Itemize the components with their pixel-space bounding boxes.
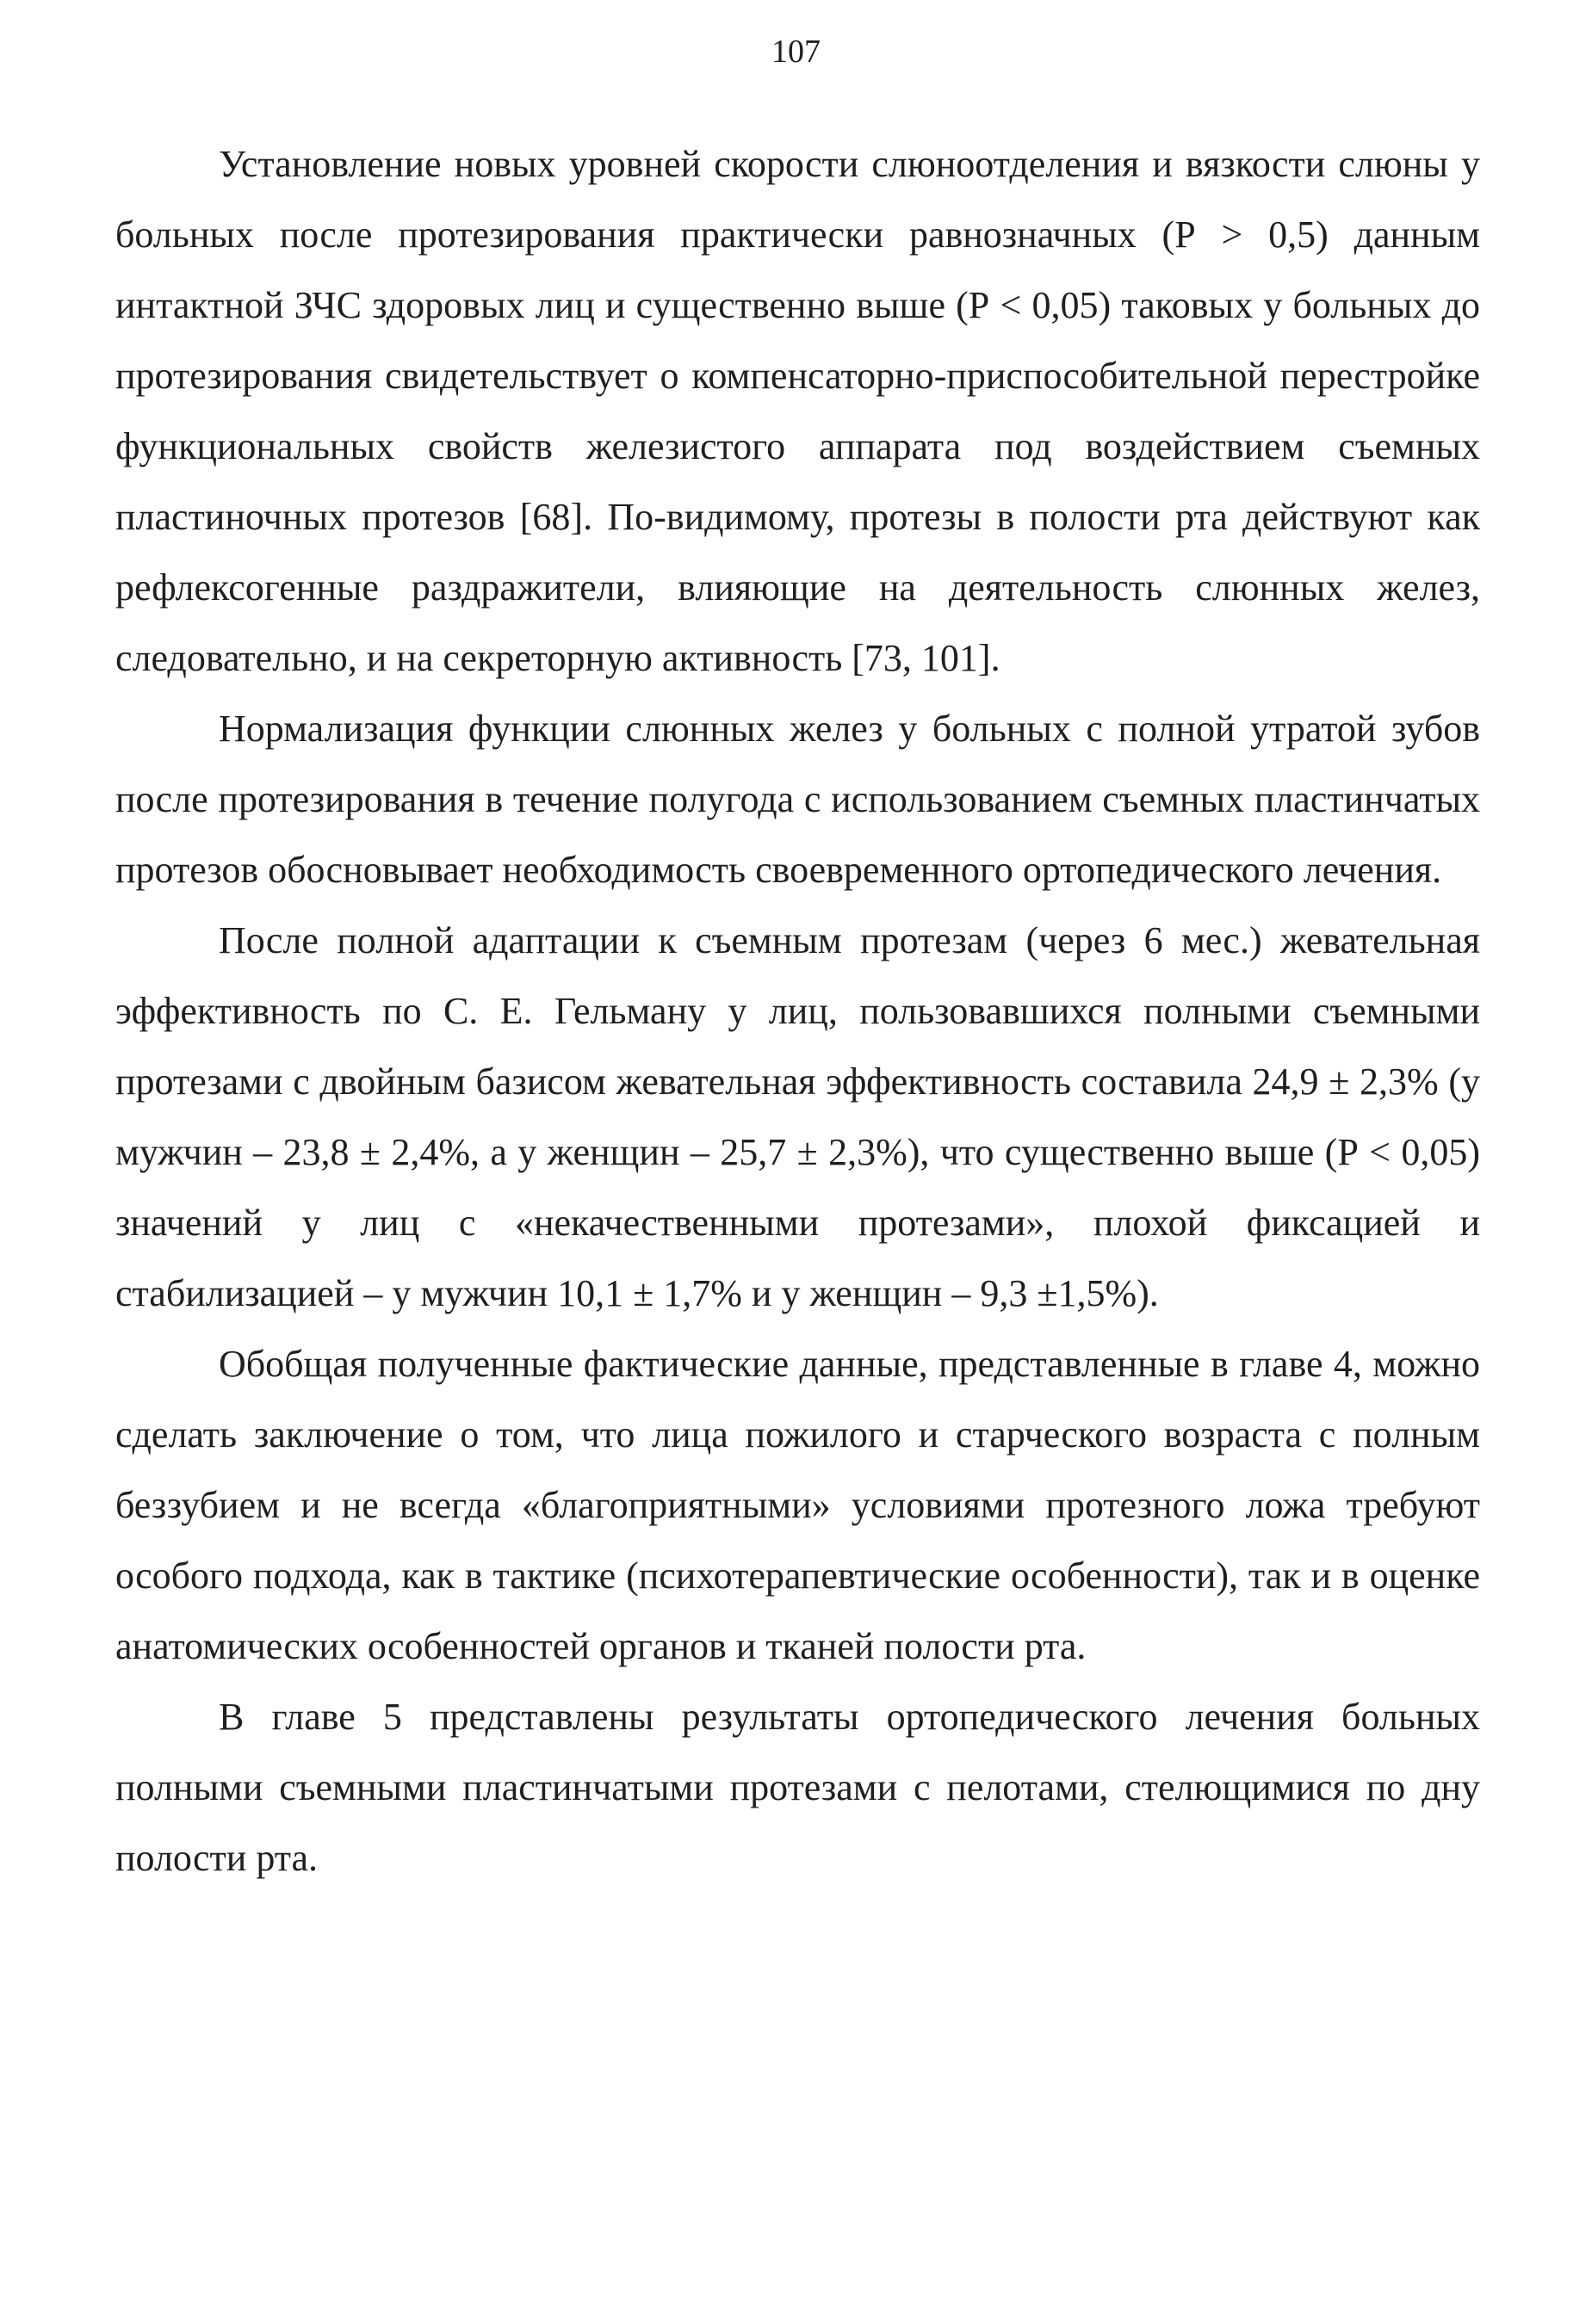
page-number: 107 <box>771 34 821 70</box>
paragraph-5: В главе 5 представлены результаты ортопедического лечения больных полными съемными пластинчатыми протезами с пелотами, стелющимися по дну полости рта. <box>115 1696 1480 1879</box>
body-text <box>115 129 1480 1894</box>
paragraph-1: Установление новых уровней скорости слюноотделения и вязкости слюны у больных после протезирования практически равнозначных (Р > 0,5) данным интактной ЗЧС здоровых лиц и существенно выше (Р < 0,05) таковых у больных до протезирования свидетельствует о компенсаторно-приспособительной перестройке функциональных свойств железистого аппарата под воздействием съемных пластиночных протезов [68]. По-видимому, протезы в полости рта действуют как рефлексогенные раздражители, влияющие на деятельность слюнных желез, следовательно, и на секреторную активность [73, 101]. <box>115 143 1480 679</box>
paragraph-2: Нормализация функции слюнных желез у больных с полной утратой зубов после протезирования в течение полугода с использованием съемных пластинчатых протезов обосновывает необходимость своевременного ортопедического лечения. <box>115 708 1480 891</box>
paragraph-3: После полной адаптации к съемным протезам (через 6 мес.) жевательная эффективность по С. Е. Гельману у лиц, пользовавшихся полными съемными протезами с двойным базисом жевательная эффективность составила 24,9 ± 2,3% (у мужчин – 23,8 ± 2,4%, а у женщин – 25,7 ± 2,3%), что существенно выше (Р < 0,05) значений у лиц с «некачественными протезами», плохой фиксацией и стабилизацией – у мужчин 10,1 ± 1,7% и у женщин – 9,3 ±1,5%). <box>115 919 1480 1314</box>
paragraph-4: Обобщая полученные фактические данные, представленные в главе 4, можно сделать заключение о том, что лица пожилого и старческого возраста с полным беззубием и не всегда «благоприятными» условиями протезного ложа требуют особого подхода, как в тактике (психотерапевтические особенности), так и в оценке анатомических особенностей органов и тканей полости рта. <box>115 1343 1480 1667</box>
